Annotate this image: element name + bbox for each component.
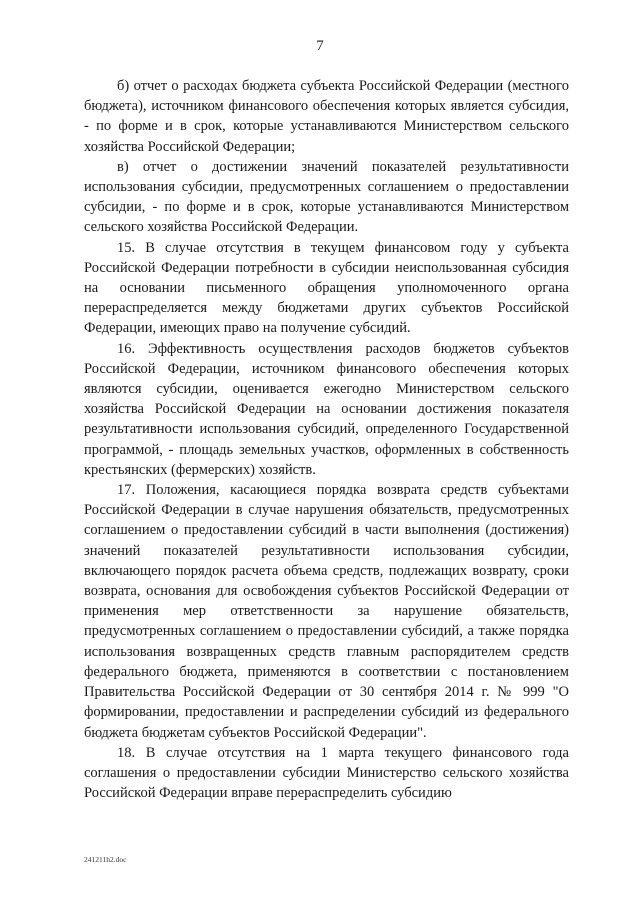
paragraph-v-report-indicators: в) отчет о достижении значений показателей результативности использования субсидии, предусмотренных соглашением о предоставлении субсидии, - по форме и в срок, которые устанавливаются Министерством сельского хозяйства Российской Федерации. bbox=[84, 158, 569, 236]
page-number: 7 bbox=[316, 38, 324, 54]
paragraph-16: 16. Эффективность осуществления расходов бюджетов субъектов Российской Федерации, источником финансового обеспечения которых являются субсидии, оценивается ежегодно Министерством сельского хозяйства Российской Федерации на основании достижения показателя результативности использования субсидий, определенного Государственной программой, - площадь земельных участков, оформленных в собственность крестьянских (фермерских) хозяйств. bbox=[84, 340, 569, 478]
paragraph-18: 18. В случае отсутствия на 1 марта текущего финансового года соглашения о предоставлении субсидии Министерство сельского хозяйства Российской Федерации вправе перераспределить субсидию bbox=[84, 744, 569, 802]
paragraph-15: 15. В случае отсутствия в текущем финансовом году у субъекта Российской Федерации потребности в субсидии неиспользованная субсидия на основании письменного обращения уполномоченного органа перераспределяется между бюджетами других субъектов Российской Федерации, имеющих право на получение субсидий. bbox=[84, 239, 569, 337]
paragraph-17: 17. Положения, касающиеся порядка возврата средств субъектами Российской Федерации в случае нарушения обязательств, предусмотренных соглашением о предоставлении субсидий в части выполнения (достижения) значений показателей результативности использования субсидии, включающего порядок расчета объема средств, подлежащих возврату, сроки возврата, основания для освобождения субъектов Российской Федерации от применения мер ответственности за нарушение обязательств, предусмотренных соглашением о предоставлении субсидий, а также порядка использования возвращенных средств главным распорядителем средств федерального бюджета, применяются в соответствии с постановлением Правительства Российской Федерации от 30 сентября 2014 г. № 999 "О формировании, предоставлении и распределении субсидий из федерального бюджета бюджетам субъектов Российской Федерации". bbox=[84, 482, 569, 741]
file-name-footer: 241211h2.doc bbox=[84, 855, 127, 864]
document-body bbox=[84, 76, 569, 803]
paragraph-b-report-expenses: б) отчет о расходах бюджета субъекта Российской Федерации (местного бюджета), источником финансового обеспечения которых является субсидия, - по форме и в срок, которые устанавливаются Министерством сельского хозяйства Российской Федерации; bbox=[84, 78, 569, 155]
